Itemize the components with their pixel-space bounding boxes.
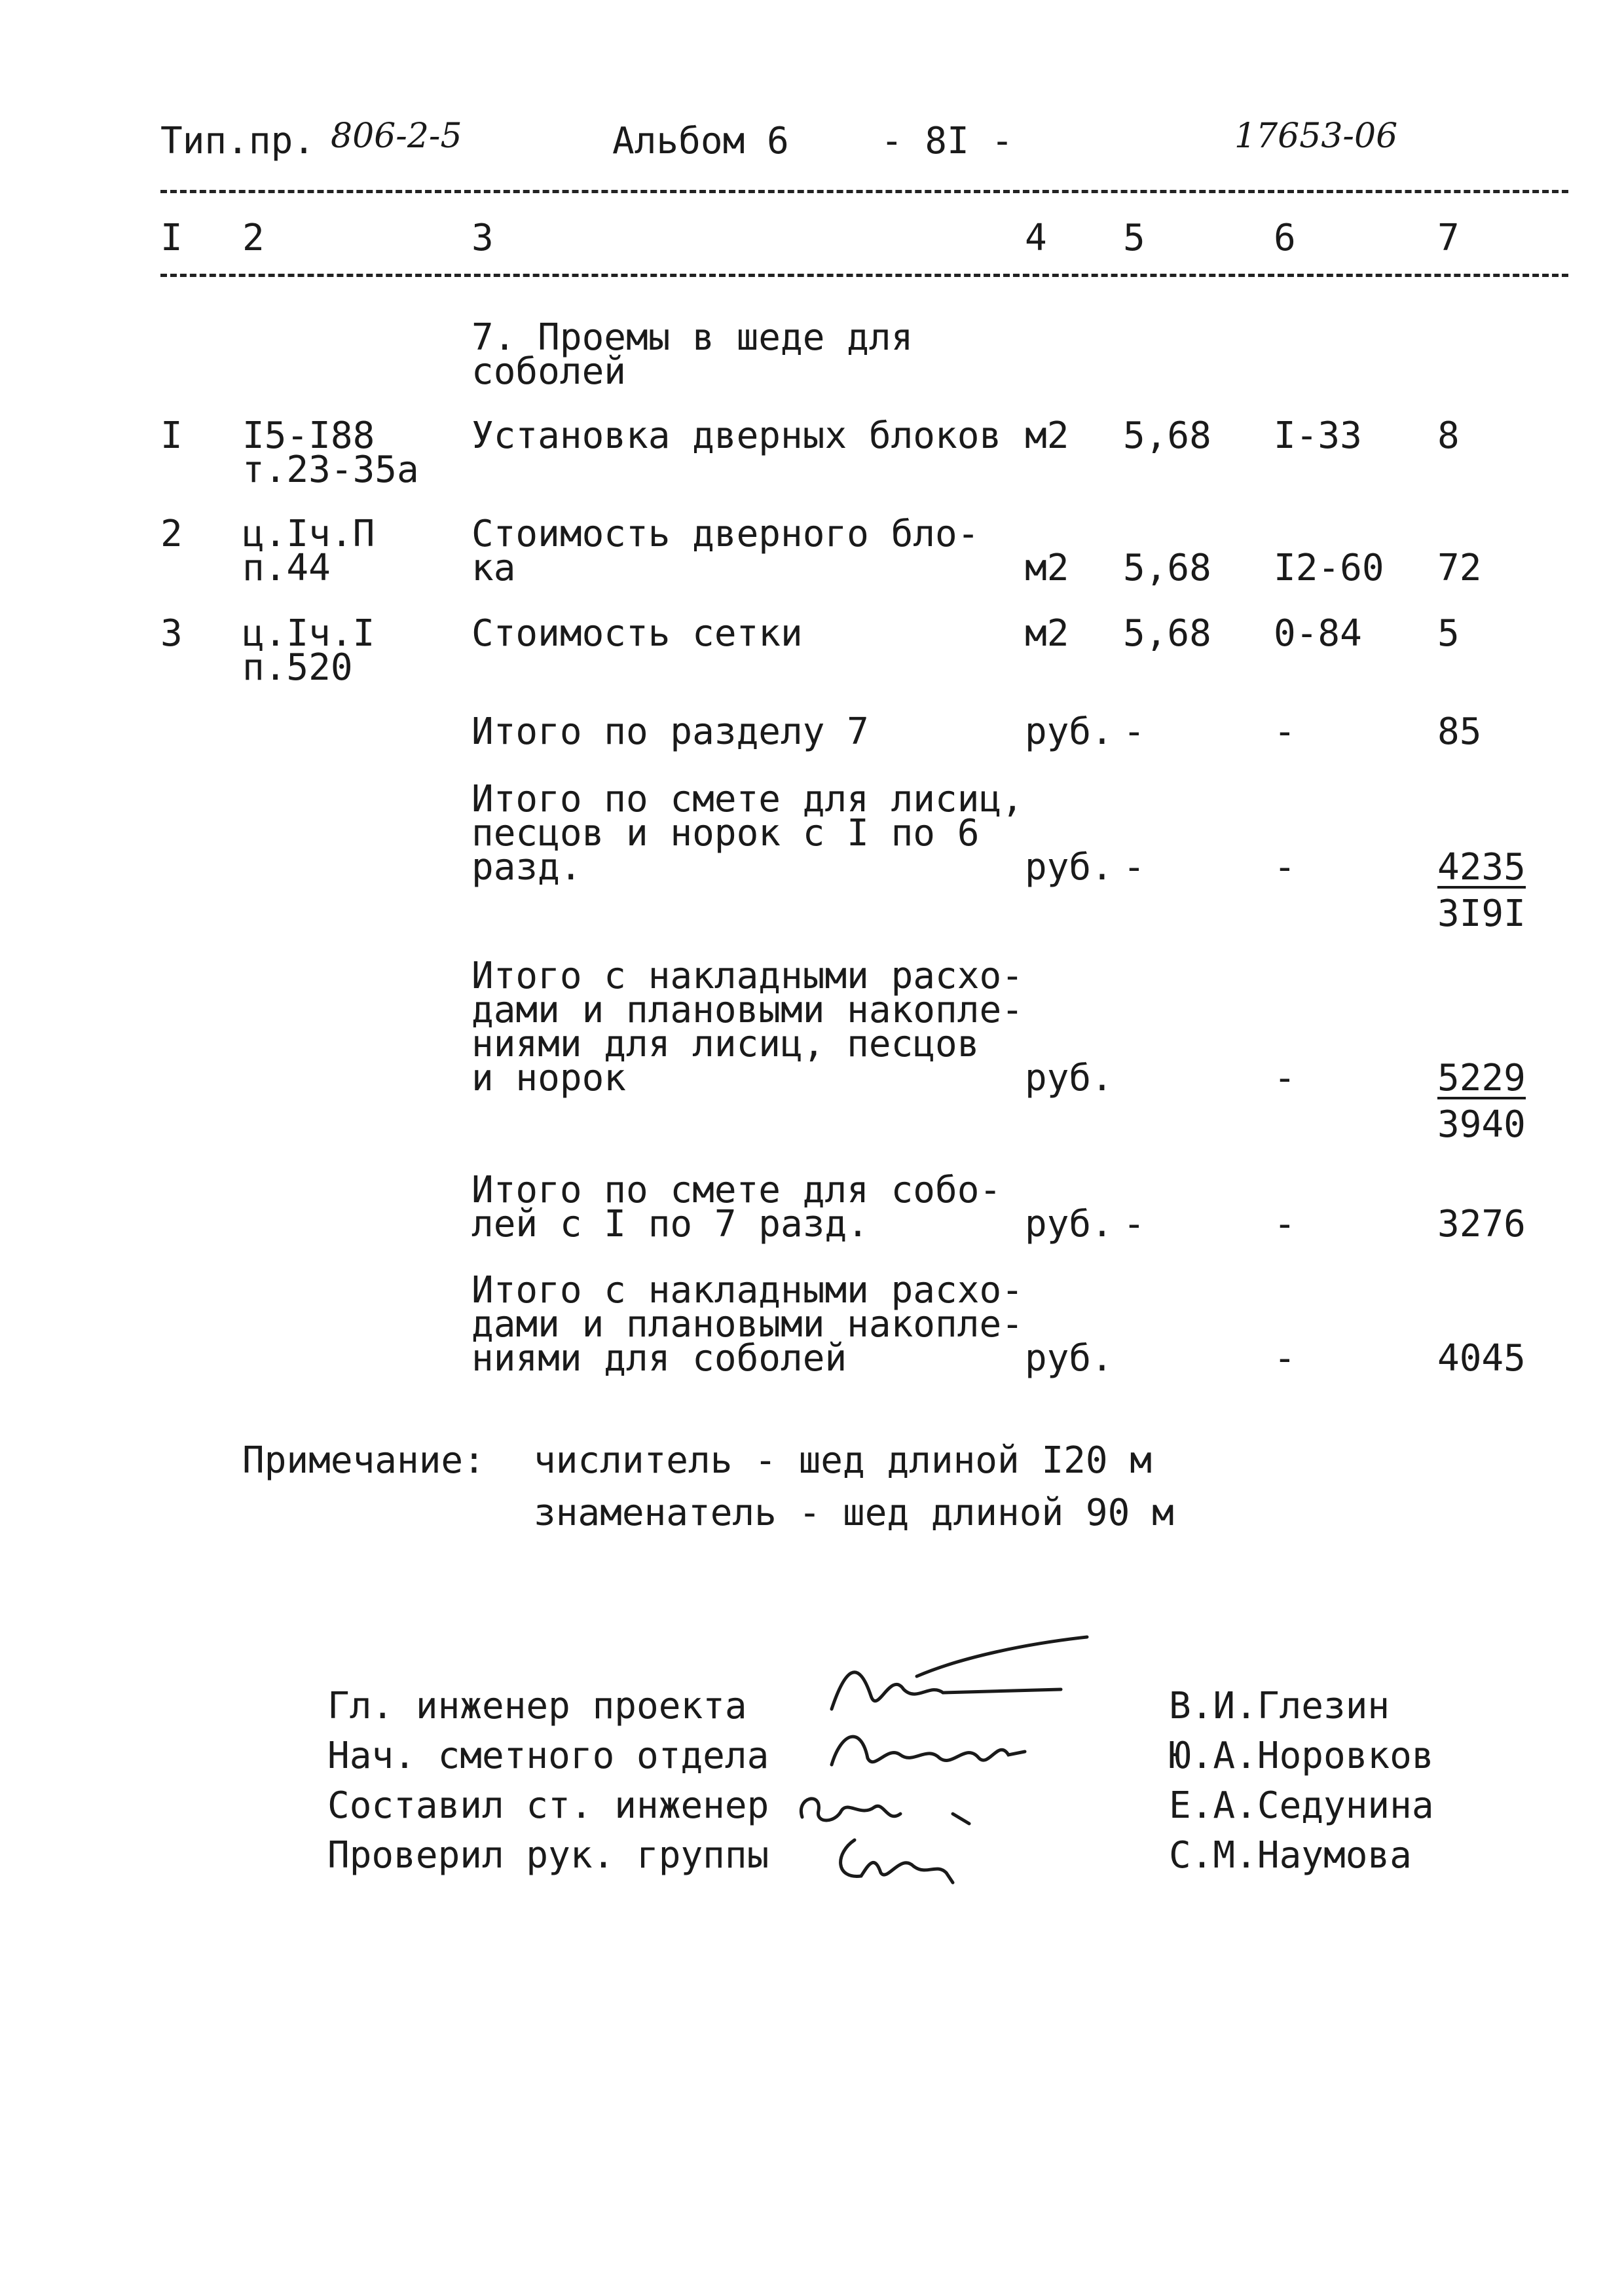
total-foxes-overhead-name: Итого с накладными расхо- дами и плановыми накопле- ниями для лисиц, песцов и норок [471,955,1024,1099]
total-sables-estimate-qty: - [1123,1203,1145,1245]
signature-name-compiler: Е.А.Седунина [1169,1784,1434,1827]
total-foxes-overhead-numerator: 5229 [1437,1057,1526,1099]
note-label: Примечание: [242,1439,485,1482]
handwritten-signature-1 [819,1630,1100,1722]
total-sables-overhead-value: 4045 [1437,1337,1526,1380]
table-row-2-number: 2 [160,513,183,555]
total-foxes-overhead-price: - [1274,1057,1296,1099]
section-title: 7. Проемы в шеде для соболей [471,316,913,393]
table-row-2-name: Стоимость дверного бло- ка [471,513,980,589]
header-divider-top [160,190,1568,193]
table-row-2-code: ц.Iч.П п.44 [242,513,375,589]
table-row-3-unit: м2 [1025,612,1069,655]
album-label: Альбом 6 [612,120,789,162]
total-foxes-estimate-price: - [1274,846,1296,889]
column-3-header: 3 [471,217,494,259]
table-row-2-price: I2-60 [1274,547,1384,589]
total-foxes-estimate-denominator: 3I9I [1437,893,1526,935]
type-project-label: Тип.пр. [160,120,316,162]
total-foxes-estimate-numerator: 4235 [1437,846,1526,889]
page-number: - 8I - [881,120,1014,162]
table-row-1-total: 8 [1437,414,1460,457]
table-row-1-unit: м2 [1025,414,1069,457]
signature-role-compiler: Составил ст. инженер [327,1784,769,1827]
total-sables-estimate-value: 3276 [1437,1203,1526,1245]
table-row-1-price: I-33 [1274,414,1362,457]
table-row-2-qty: 5,68 [1123,547,1211,589]
table-row-1-qty: 5,68 [1123,414,1211,457]
column-4-header: 4 [1025,217,1047,259]
table-row-3-code: ц.Iч.I п.520 [242,612,375,689]
column-2-header: 2 [242,217,265,259]
table-row-2-unit: м2 [1025,547,1069,589]
total-sables-estimate-name: Итого по смете для собо- лей с I по 7 разд. [471,1169,1002,1245]
note-denominator-line: знаменатель - шед длиной 90 м [534,1492,1174,1534]
column-7-header: 7 [1437,217,1460,259]
total-foxes-estimate-name: Итого по смете для лисиц, песцов и норок с I по 6 разд. [471,778,1024,889]
signature-name-chief-engineer: В.И.Глезин [1169,1685,1390,1727]
total-sables-overhead-name: Итого с накладными расхо- дами и плановыми накопле- ниями для соболей [471,1269,1024,1380]
table-row-3-total: 5 [1437,612,1460,655]
signature-name-group-head: С.М.Наумова [1169,1834,1412,1877]
total-foxes-overhead-unit: руб. [1025,1057,1113,1099]
table-row-3-qty: 5,68 [1123,612,1211,655]
total-section-7-qty: - [1123,710,1145,753]
total-sables-estimate-unit: руб. [1025,1203,1113,1245]
table-row-1-number: I [160,414,183,457]
total-sables-overhead-unit: руб. [1025,1337,1113,1380]
note-numerator-line: числитель - шед длиной I20 м [534,1439,1153,1482]
total-foxes-estimate-unit: руб. [1025,846,1113,889]
type-project-number: 806-2-5 [331,117,462,156]
total-sables-overhead-price: - [1274,1337,1296,1380]
handwritten-signature-2 [822,1719,1038,1778]
table-row-1-name: Установка дверных блоков [471,414,1002,457]
total-section-7-price: - [1274,710,1296,753]
table-row-3-number: 3 [160,612,183,655]
handwritten-signature-4 [822,1827,972,1892]
header-divider-bottom [160,274,1568,277]
signature-role-group-head: Проверил рук. группы [327,1834,769,1877]
total-section-7-unit: руб. [1025,710,1113,753]
total-foxes-estimate-qty: - [1123,846,1145,889]
total-foxes-overhead-denominator: 3940 [1437,1103,1526,1146]
table-row-2-total: 72 [1437,547,1482,589]
column-1-header: I [160,217,183,259]
column-6-header: 6 [1274,217,1296,259]
total-section-7-value: 85 [1437,710,1482,753]
table-row-1-code: I5-I88 т.23-35а [242,414,419,491]
document-number: 17653-06 [1234,117,1398,156]
column-5-header: 5 [1123,217,1145,259]
total-section-7-name: Итого по разделу 7 [471,710,869,753]
table-row-3-price: 0-84 [1274,612,1362,655]
table-row-3-name: Стоимость сетки [471,612,803,655]
signature-name-estimate-head: Ю.А.Норовков [1169,1735,1434,1777]
signature-role-estimate-head: Нач. сметного отдела [327,1735,769,1777]
total-sables-estimate-price: - [1274,1203,1296,1245]
signature-role-chief-engineer: Гл. инженер проекта [327,1685,747,1727]
